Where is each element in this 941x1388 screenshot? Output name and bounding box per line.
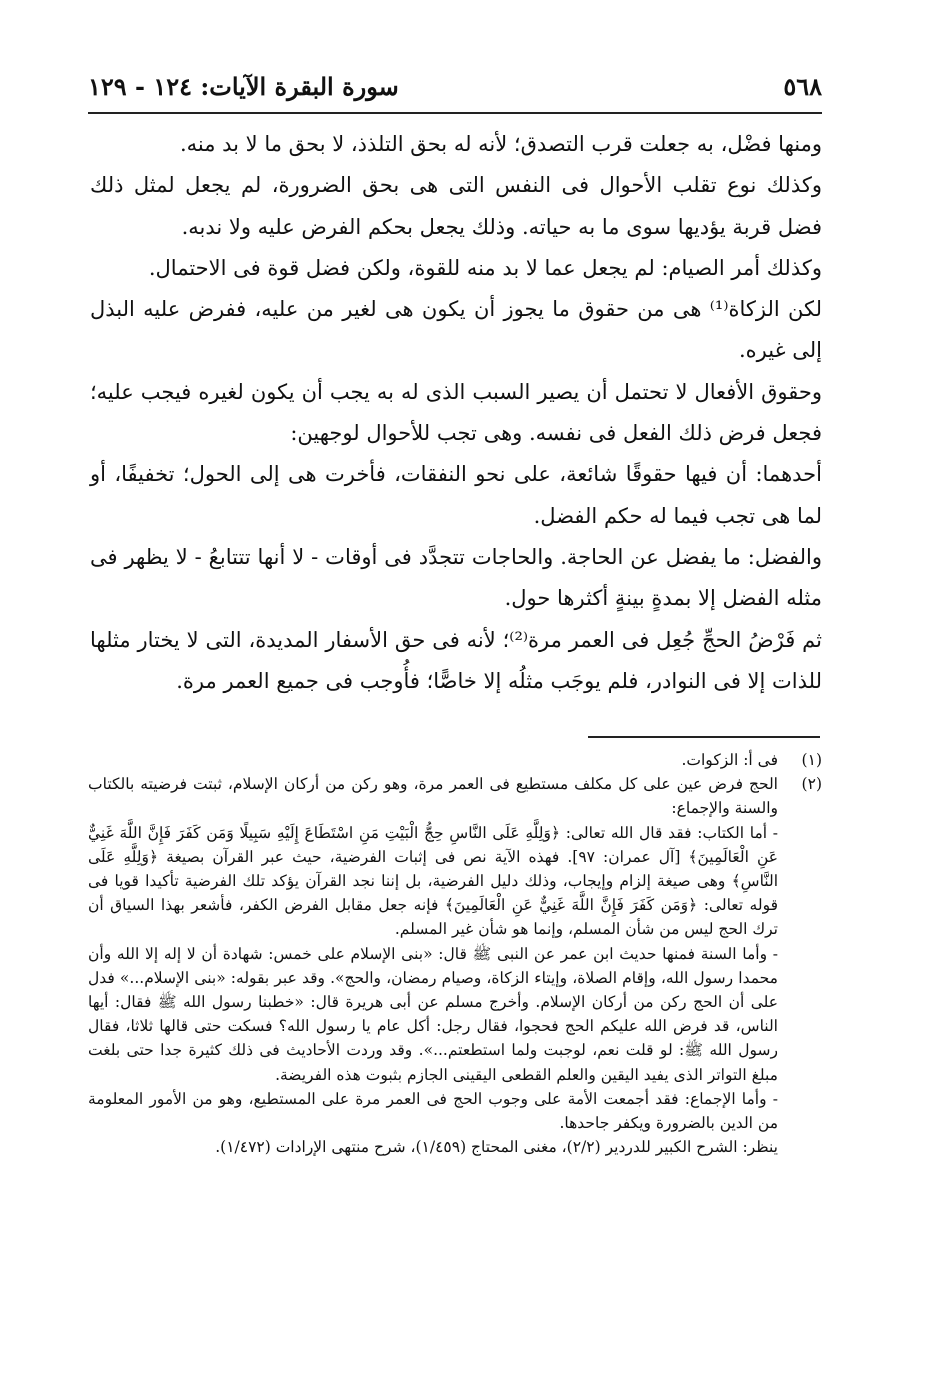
paragraph: ومنها فضْل، به جعلت قرب التصدق؛ لأنه له بحق التلذذ، لا بحق ما لا بد منه. [179,132,822,156]
running-title: سورة البقرة الآيات: ١٢٤ - ١٢٩ [88,72,399,101]
footnote-line: الحج فرض عين على كل مكلف مستطيع فى العمر مرة، وهو ركن من أركان الإسلام، ثبتت فرضيته بالكتاب والسنة والإجماع: [88,775,778,818]
footnote-line: ينظر: الشرح الكبير للدردير (٢/٢)، مغنى المحتاج (١/٤٥٩)، شرح منتهى الإرادات (١/٤٧٢). [215,1138,778,1157]
footnote-1 [88,748,822,772]
footnote-line: - وأما السنة فمنها حديث ابن عمر عن النبى ﷺ قال: «بنى الإسلام على خمس: شهادة أن لا إله إلا الله وأن محمدا رسول الله، وإقام الصلاة، وإيتاء الزكاة، وصيام رمضان، والحج». وقد عبر بقوله: «بنى الإسلام...» فدل على أن الحج ركن من أركان الإسلام. وأخرج مسلم عن أبى هريرة قال: «خطبنا رسول الله ﷺ فقال: أيها الناس، قد فرض الله عليكم الحج فحجوا، فقال رجل: أكل عام يا رسول الله؟ فسكت حتى قالها ثلاثا، فقال رسول الله ﷺ: لو قلت نعم، لوجبت ولما استطعتم...». وقد وردت الأحاديث فى ذلك كثيرة جدا حتى بلغت مبلغ التواتر الذى يفيد اليقين والعلم القطعى اليقينى الجازم بثبوت هذه الفريضة. [88,944,778,1084]
paragraph: أحدهما: أن فيها حقوقًا شائعة، على نحو النفقات، فأخرت هى إلى الحول؛ تخفيفًا، أو لما هى تجب فيما له حكم الفضل. [90,462,822,528]
main-text [90,124,822,702]
footnote-2 [88,772,822,1159]
paragraph: وحقوق الأفعال لا تحتمل أن يصير السبب الذى له به يجب أن يكون لغيره فيجب عليه؛ فجعل فرض ذلك الفعل فى نفسه. وهى تجب للأحوال لوجهين: [90,379,822,446]
footnote-text [88,772,778,1159]
page-header [88,68,822,114]
paragraph: لكن الزكاة⁽¹⁾ هى من حقوق ما يجوز أن يكون هى لغير من عليه، ففرض عليه البذل إلى غيره. [90,297,822,363]
paragraph: والفضل: ما يفضل عن الحاجة. والحاجات تتجدَّد فى أوقات - لا أنها تتتابعُ - لا يظهر فى مثله الفضل إلا بمدةٍ بينةٍ أكثرها حول. [90,544,822,611]
footnote-separator [588,736,820,738]
footnote-marker: (٢) [801,775,822,794]
footnote-line: - أما الكتاب: فقد قال الله تعالى: ﴿وَلِلَّهِ عَلَى النَّاسِ حِجُّ الْبَيْتِ مَنِ اسْتَطَاعَ إِلَيْهِ سَبِيلًا وَمَن كَفَرَ فَإِنَّ اللَّهَ غَنِيٌّ عَنِ الْعَالَمِينَ﴾ [آل عمران: ٩٧]. فهذه الآية نص فى إثبات الفرضية، حيث عبر القرآن بصيغة ﴿وَلِلَّهِ عَلَى النَّاسِ﴾ وهى صيغة إلزام وإيجاب، وذلك دليل الفرضية، بل إننا نجد القرآن يؤكد تلك الفرضية تأكيدا قويا فى قوله تعالى: ﴿وَمَن كَفَرَ فَإِنَّ اللَّهَ غَنِيٌّ عَنِ الْعَالَمِينَ﴾ فإنه جعل مقابل الفرض الكفر، فأشعر بهذا السياق أن ترك الحج ليس من شأن المسلم، وإنما هو شأن غير المسلم. [88,823,778,939]
footnote-line: - وأما الإجماع: فقد أجمعت الأمة على وجوب الحج فى العمر مرة على المستطيع، وهو من الأمور المعلومة من الدين بالضرورة ويكفر جاحدها. [88,1089,778,1133]
paragraph: وكذلك نوع تقلب الأحوال فى النفس التى هى بحق الضرورة، لم يجعل لمثل ذلك فضل قربة يؤديها سوى ما به حياته. وذلك يجعل بحكم الفرض عليه ولا ندبه. [90,173,822,239]
footnote-text: فى أ: الزكوات. [681,751,778,769]
paragraph: ثم فَرْضُ الحجِّ جُعِل فى العمر مرة⁽²⁾؛ لأنه فى حق الأسفار المديدة، التى لا يختار مثلها للذات إلا فى النوادر، فلم يوجَب مثلُه إلا خاصًّا؛ فأُوجب فى جميع العمر مرة. [90,627,822,693]
footnote-marker: (١) [801,751,822,769]
paragraph: وكذلك أمر الصيام: لم يجعل عما لا بد منه للقوة، ولكن فضل قوة فى الاحتمال. [148,255,822,280]
page-number: ٥٦٨ [783,72,822,101]
footnotes [88,748,822,1159]
